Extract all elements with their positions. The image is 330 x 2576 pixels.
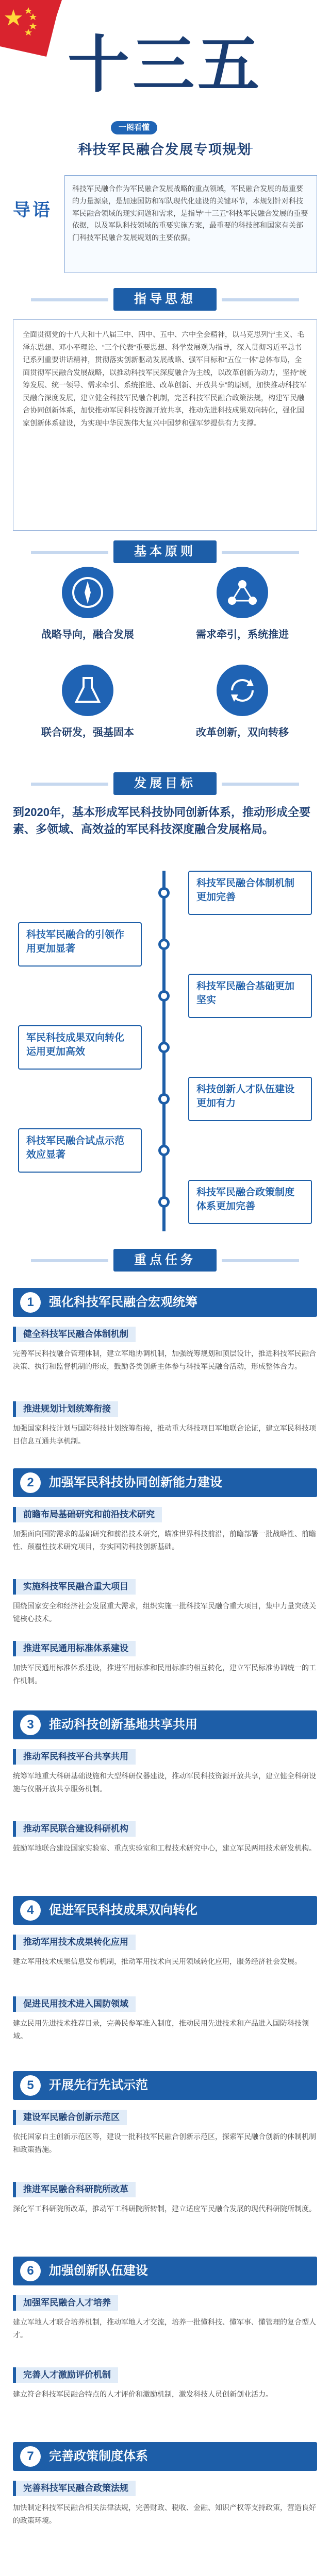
- hero-subtitle: 科技军民融合发展专项规划: [78, 142, 252, 158]
- task-paragraph: 统筹军地重大科研基础设施和大型科研仪器建设，推动军民科技资源开放共享，建立健全科研设施与仪器开放共享服务机制。: [13, 1772, 316, 1793]
- task-bar: 5 开展先行先试示范: [13, 2071, 317, 2100]
- principle-item: 改革创新，双向转移: [173, 665, 312, 752]
- task-subtag: 推进军民融合科研院所改革: [13, 2182, 136, 2197]
- task-subtag: 促进民用技术进入国防领域: [13, 1996, 136, 2012]
- section-head-tasks: [0, 1247, 330, 1275]
- task-bar: 2 加强军民科技协同创新能力建设: [13, 1468, 317, 1497]
- goal-card: 科技军民融合试点示范效应显著: [18, 1128, 142, 1173]
- task-subtag: 推动军民联合建设科研机构: [13, 1821, 136, 1837]
- task-paragraph: 鼓励军地联合建设国家实验室、重点实验室和工程技术研究中心，建立军民两用技术研发机构。: [13, 1844, 316, 1852]
- task-subtag: 推进规划计划统筹衔接: [13, 1401, 118, 1417]
- hero-big-title: 十三五: [68, 28, 262, 101]
- principles-grid: [13, 567, 317, 757]
- task-paragraph: 深化军工科研院所改革，推动军工科研院所转制，建立适应军民融合发展的现代科研院所制度。: [13, 2205, 316, 2213]
- task-bar: 4 促进军民科技成果双向转化: [13, 1896, 317, 1925]
- principle-item: 需求牵引，系统推进: [173, 567, 312, 654]
- task-subtag: 前瞻布局基础研究和前沿技术研究: [13, 1507, 162, 1522]
- task-bar: 3 推动科技创新基地共享共用: [13, 1710, 317, 1739]
- section-title-guideline: 指导思想: [134, 292, 196, 306]
- preface-box: 科技军民融合作为军民融合发展战略的重点领域，军民融合发展的最重要的力量源泉，是加速国防和军队现代化建设的关键环节，本规划针对科技军民融合领域的现实问题和需求，是指导“十三五”科技军民融合发展的重要依据，以及军队科技领域的重要实施方案，最重要的科技部和国家有关部门科技军民融合发展规划的主要依据。: [64, 175, 317, 273]
- goal-card: 科技创新人才队伍建设更加有力: [188, 1077, 312, 1121]
- hero-badge: 一图看懂: [111, 121, 157, 134]
- goal-card: 科技军民融合的引领作用更加显著: [18, 922, 142, 967]
- task-subtag: 推动军用技术成果转化应用: [13, 1935, 136, 1950]
- task-subtag: 推进军民通用标准体系建设: [13, 1641, 136, 1656]
- task-paragraph: 围绕国家安全和经济社会发展重大需求，组织实施一批科技军民融合重大项目，集中力量突破关键核心技术。: [13, 1602, 316, 1623]
- principle-item: 联合研发，强基固本: [18, 665, 157, 752]
- task-paragraph: 建立军用技术成果信息发布机制，推动军用技术向民用领域转化应用，服务经济社会发展。: [13, 1957, 302, 1965]
- task-paragraph: 建立军地人才联合培养机制，推动军地人才交流，培养一批懂科技、懂军事、懂管理的复合型人才。: [13, 2318, 316, 2339]
- section-head-goals: [0, 770, 330, 798]
- section-title-tasks: 重点任务: [134, 1253, 196, 1267]
- task-paragraph: 加快制定科技军民融合相关法律法规，完善财政、税收、金融、知识产权等支持政策，营造良好的政策环境。: [13, 2503, 316, 2524]
- lab-icon: [62, 665, 113, 716]
- task-bar: 1 强化科技军民融合宏观统筹: [13, 1288, 317, 1317]
- goal-card: 科技军民融合政策制度体系更加完善: [188, 1180, 312, 1224]
- task-subtag: 完善人才激励评价机制: [13, 2367, 118, 2383]
- task-subtag: 完善科技军民融合政策法规: [13, 2481, 136, 2496]
- section-head-guideline: [0, 286, 330, 314]
- task-paragraph: 依托国家自主创新示范区等，建设一批科技军民融合创新示范区，探索军民融合创新的体制机制和政策措施。: [13, 2132, 316, 2154]
- task-paragraph: 完善军民科技融合管理体制，建立军地协调机制，加强统筹规划和顶层设计，推进科技军民融合决策、执行和监督机制的形成，鼓励各类创新主体参与科技军民融合活动，形成整体合力。: [13, 1349, 316, 1370]
- preface-section: [13, 175, 317, 273]
- task-subtag: 健全科技军民融合体制机制: [13, 1327, 136, 1342]
- section-title-principles: 基本原则: [134, 545, 196, 558]
- task-paragraph: 加快军民通用标准体系建设，推进军用标准和民用标准的相互转化，建立军民标准协调统一的工作机制。: [13, 1664, 316, 1685]
- goals-timeline: [13, 871, 317, 1231]
- task-paragraph: 建立符合科技军民融合特点的人才评价和激励机制，激发科技人员创新创业活力。: [13, 2390, 273, 2398]
- preface-label: 导语: [13, 200, 52, 220]
- hero-banner: [0, 0, 330, 170]
- task-subtag: 推动军民科技平台共享共用: [13, 1749, 136, 1765]
- section-head-principles: [0, 538, 330, 566]
- task-bar: 6 加强创新队伍建设: [13, 2257, 317, 2285]
- goal-card: 科技军民融合基础更加坚实: [188, 974, 312, 1018]
- compass-icon: [62, 567, 113, 618]
- task-bar: 7 完善政策制度体系: [13, 2442, 317, 2471]
- goal-card: 军民科技成果双向转化运用更加高效: [18, 1025, 142, 1070]
- cycle-icon: [217, 665, 268, 716]
- task-paragraph: 建立民用先进技术推荐目录，完善民参军准入制度，推动民用先进技术和产品进入国防科技领域。: [13, 2019, 309, 2040]
- task-subtag: 加强军民融合人才培养: [13, 2295, 118, 2311]
- section-title-goals: 发展目标: [134, 776, 196, 790]
- goals-intro: 到2020年，基本形成军民科技协同创新体系，推动形成全要素、多领域、高效益的军民科技深度融合发展格局。: [13, 806, 310, 836]
- network-icon: [217, 567, 268, 618]
- guideline-text: 全面贯彻党的十八大和十八届三中、四中、五中、六中全会精神，以马克思列宁主义、毛泽东思想、邓小平理论、“三个代表”重要思想、科学发展观为指导，深入贯彻习近平总书记系列重要讲话精神，贯彻落实创新驱动发展战略、强军目标和“五位一体”总体布局，全面贯彻军民融合发展战略，以推动科技军民深度融合为主线，以改革创新为动力，坚持“统筹发展、统一领导、需求牵引、系统推进、改革创新、开放共享”的原则，加快推动科技军民融合深度发展，建立健全科技军民融合机制，完善科技军民融合政策法规，构建军民融合协同创新体系，加快推动军民科技资源开放共享，推动先进科技成果双向转化，强化国家创新体系建设，为实现中华民族伟大复兴中国梦和强军梦提供有力支撑。: [13, 319, 317, 531]
- goal-card: 科技军民融合体制机制更加完善: [188, 871, 312, 915]
- task-subtag: 实施科技军民融合重大项目: [13, 1579, 136, 1595]
- task-paragraph: 加强国家科技计划与国防科技计划统筹衔接，推动重大科技项目军地联合论证，建立军民科技项目信息互通共享机制。: [13, 1424, 316, 1445]
- task-subtag: 建设军民融合创新示范区: [13, 2110, 127, 2125]
- task-paragraph: 加强面向国防需求的基础研究和前沿技术研究，瞄准世界科技前沿，前瞻部署一批战略性、前瞻性、颠覆性技术研究项目，夯实国防科技创新基础。: [13, 1530, 316, 1551]
- principle-item: 战略导向，融合发展: [18, 567, 157, 654]
